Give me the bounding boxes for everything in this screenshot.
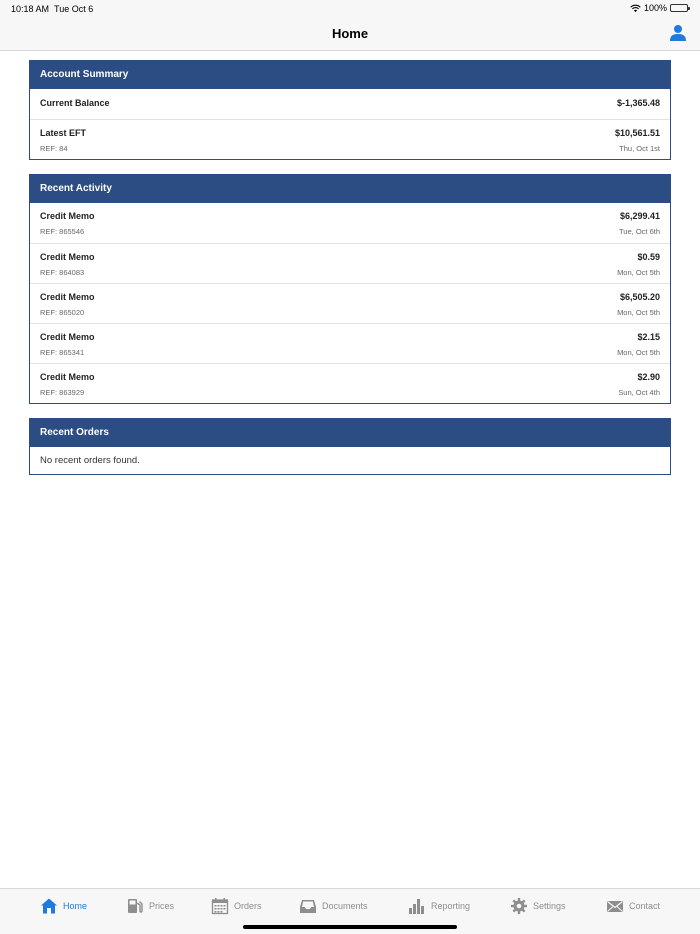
inbox-tray-icon xyxy=(299,897,317,915)
activity-date: Tue, Oct 6th xyxy=(619,227,660,236)
tab-orders-label: Orders xyxy=(234,901,262,911)
activity-title: Credit Memo xyxy=(40,252,95,262)
home-indicator[interactable] xyxy=(243,925,457,929)
latest-eft-date: Thu, Oct 1st xyxy=(619,144,660,153)
activity-title: Credit Memo xyxy=(40,292,95,302)
current-balance-value: $-1,365.48 xyxy=(616,98,660,108)
page-title: Home xyxy=(331,26,369,41)
status-date-text: Tue Oct 6 xyxy=(54,4,94,14)
status-indicators xyxy=(630,3,688,13)
activity-title: Credit Memo xyxy=(40,372,95,382)
activity-row[interactable] xyxy=(30,283,670,323)
activity-date: Mon, Oct 5th xyxy=(617,348,660,357)
current-balance-label: Current Balance xyxy=(40,98,110,108)
activity-ref: REF: 863929 xyxy=(40,388,85,397)
envelope-icon xyxy=(606,897,624,915)
activity-amount: $6,505.20 xyxy=(619,292,660,302)
account-summary-header: Account Summary xyxy=(30,61,670,89)
tab-prices-label: Prices xyxy=(149,901,175,911)
latest-eft-label: Latest EFT xyxy=(40,128,87,138)
profile-button[interactable] xyxy=(669,24,687,42)
recent-orders-card xyxy=(29,418,671,475)
activity-date: Mon, Oct 5th xyxy=(617,308,660,317)
tab-settings[interactable] xyxy=(510,897,566,915)
empty-orders-message: No recent orders found. xyxy=(40,455,140,466)
navigation-bar xyxy=(0,18,700,51)
tab-orders[interactable] xyxy=(211,897,262,915)
activity-date: Mon, Oct 5th xyxy=(617,268,660,277)
recent-activity-card xyxy=(29,174,671,404)
tab-contact[interactable] xyxy=(606,897,660,915)
activity-row[interactable] xyxy=(30,243,670,283)
tab-settings-label: Settings xyxy=(533,901,566,911)
activity-ref: REF: 865546 xyxy=(40,227,85,236)
latest-eft-value: $10,561.51 xyxy=(614,128,660,138)
battery-icon xyxy=(670,4,688,12)
status-time xyxy=(11,4,93,14)
user-icon xyxy=(669,24,687,42)
gear-icon xyxy=(510,897,528,915)
calendar-icon xyxy=(211,897,229,915)
status-time-text: 10:18 AM xyxy=(11,4,50,14)
tab-prices[interactable] xyxy=(126,897,174,915)
status-bar xyxy=(0,0,700,18)
tab-bar xyxy=(0,888,700,934)
tab-reporting[interactable] xyxy=(408,897,470,915)
tab-home[interactable] xyxy=(40,897,87,915)
activity-amount: $2.90 xyxy=(637,372,660,382)
activity-row[interactable] xyxy=(30,363,670,403)
activity-amount: $6,299.41 xyxy=(619,211,660,221)
current-balance-row[interactable] xyxy=(30,89,670,119)
activity-row[interactable] xyxy=(30,323,670,363)
tab-documents-label: Documents xyxy=(322,901,368,911)
home-icon xyxy=(40,897,58,915)
battery-percent: 100% xyxy=(643,3,667,13)
latest-eft-row[interactable] xyxy=(30,119,670,159)
activity-ref: REF: 864083 xyxy=(40,268,85,277)
activity-row[interactable] xyxy=(30,203,670,243)
recent-activity-header: Recent Activity xyxy=(30,175,670,203)
fuel-pump-icon xyxy=(126,897,144,915)
wifi-icon xyxy=(630,4,641,13)
activity-title: Credit Memo xyxy=(40,332,95,342)
tab-documents[interactable] xyxy=(299,897,368,915)
activity-amount: $0.59 xyxy=(637,252,660,262)
activity-title: Credit Memo xyxy=(40,211,95,221)
main-content xyxy=(29,60,671,489)
recent-orders-header: Recent Orders xyxy=(30,419,670,447)
tab-reporting-label: Reporting xyxy=(431,901,471,911)
account-summary-card xyxy=(29,60,671,160)
tab-contact-label: Contact xyxy=(629,901,661,911)
tab-home-label: Home xyxy=(63,901,88,911)
activity-amount: $2.15 xyxy=(637,332,660,342)
activity-ref: REF: 865341 xyxy=(40,348,85,357)
activity-date: Sun, Oct 4th xyxy=(618,388,660,397)
activity-ref: REF: 865020 xyxy=(40,308,85,317)
bar-chart-icon xyxy=(408,897,426,915)
latest-eft-ref: REF: 84 xyxy=(40,144,68,153)
